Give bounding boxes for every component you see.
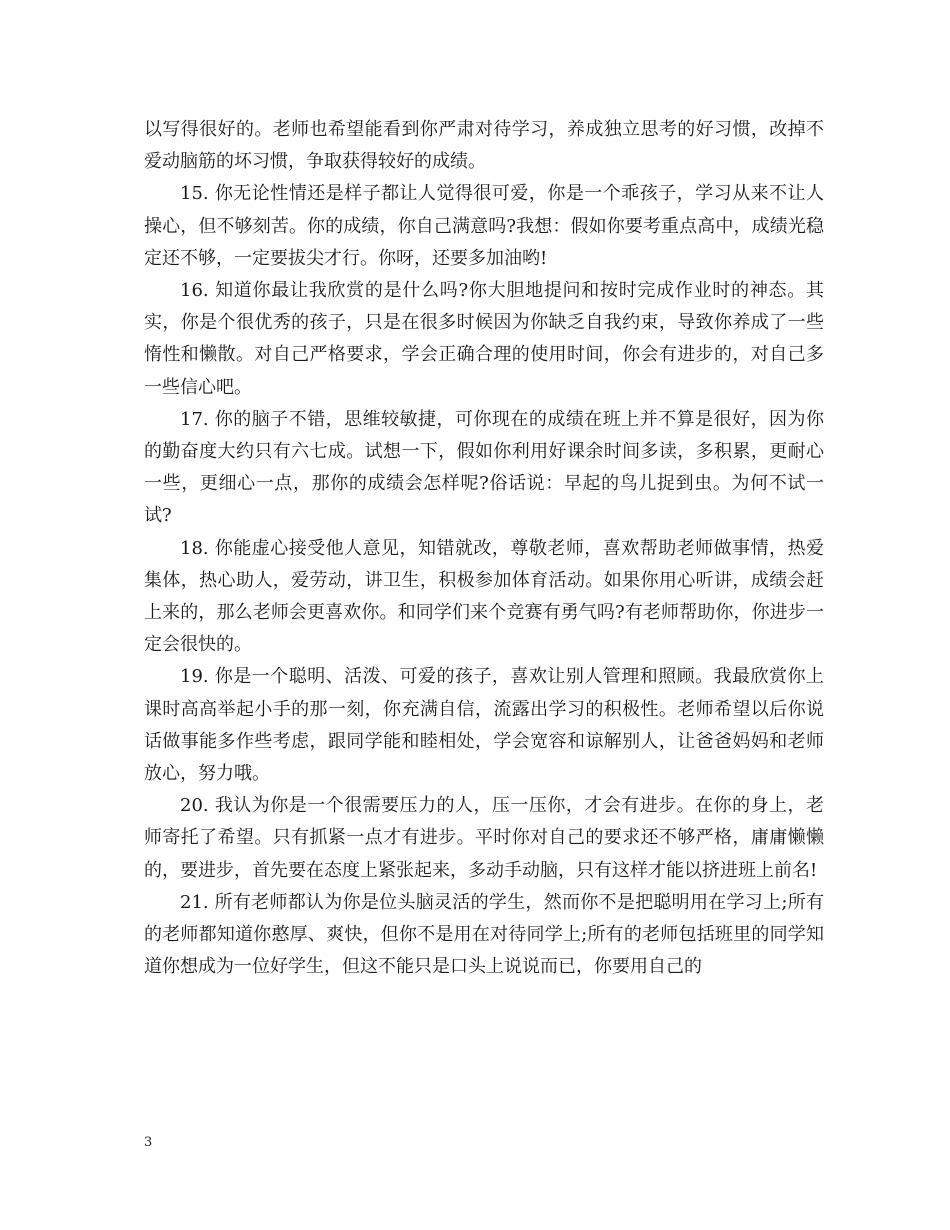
document-body [144, 114, 824, 983]
paragraph-comment-16: 16. 知道你最让我欣赏的是什么吗?你大胆地提问和按时完成作业时的神态。其实，你是个很优秀的孩子，只是在很多时候因为你缺乏自我约束，导致你养成了一些惰性和懒散。对自己严格要求，学会正确合理的使用时间，你会有进步的，对自己多一些信心吧。 [144, 280, 824, 398]
paragraph-comment-18: 18. 你能虚心接受他人意见，知错就改，尊敬老师，喜欢帮助老师做事情，热爱集体，热心助人，爱劳动，讲卫生，积极参加体育活动。如果你用心听讲，成绩会赶上来的，那么老师会更喜欢你。和同学们来个竞赛有勇气吗?有老师帮助你，你进步一定会很快的。 [144, 537, 824, 656]
paragraph-comment-15: 15. 你无论性情还是样子都让人觉得很可爱，你是一个乖孩子，学习从来不让人操心，但不够刻苦。你的成绩，你自己满意吗?我想：假如你要考重点高中，成绩光稳定还不够，一定要拔尖才行。你呀，还要多加油哟! [144, 183, 824, 269]
paragraph-comment-21: 21. 所有老师都认为你是位头脑灵活的学生，然而你不是把聪明用在学习上;所有的老师都知道你憨厚、爽快，但你不是用在对待同学上;所有的老师包括班里的同学知道你想成为一位好学生，但这不能只是口头上说说而已，你要用自己的 [144, 891, 824, 978]
paragraph-comment-17: 17. 你的脑子不错，思维较敏捷，可你现在的成绩在班上并不算是很好，因为你的勤奋度大约只有六七成。试想一下，假如你利用好课余时间多读，多积累，更耐心一些，更细心一点，那你的成绩会怎样呢?俗话说：早起的鸟儿捉到虫。为何不试一试? [144, 408, 824, 527]
paragraph-continuation: 以写得很好的。老师也希望能看到你严肃对待学习，养成独立思考的好习惯，改掉不爱动脑筋的坏习惯，争取获得较好的成绩。 [144, 119, 824, 173]
paragraph-comment-19: 19. 你是一个聪明、活泼、可爱的孩子，喜欢让别人管理和照顾。我最欣赏你上课时高高举起小手的那一刻，你充满自信，流露出学习的积极性。老师希望以后你说话做事能多作些考虑，跟同学能和睦相处，学会宽容和谅解别人，让爸爸妈妈和老师放心，努力哦。 [144, 666, 824, 785]
page-number: 3 [144, 1135, 153, 1150]
paragraph-comment-20: 20. 我认为你是一个很需要压力的人，压一压你，才会有进步。在你的身上，老师寄托了希望。只有抓紧一点才有进步。平时你对自己的要求还不够严格，庸庸懒懒的，要进步，首先要在态度上紧张起来，多动手动脑，只有这样才能以挤进班上前名! [144, 795, 824, 881]
